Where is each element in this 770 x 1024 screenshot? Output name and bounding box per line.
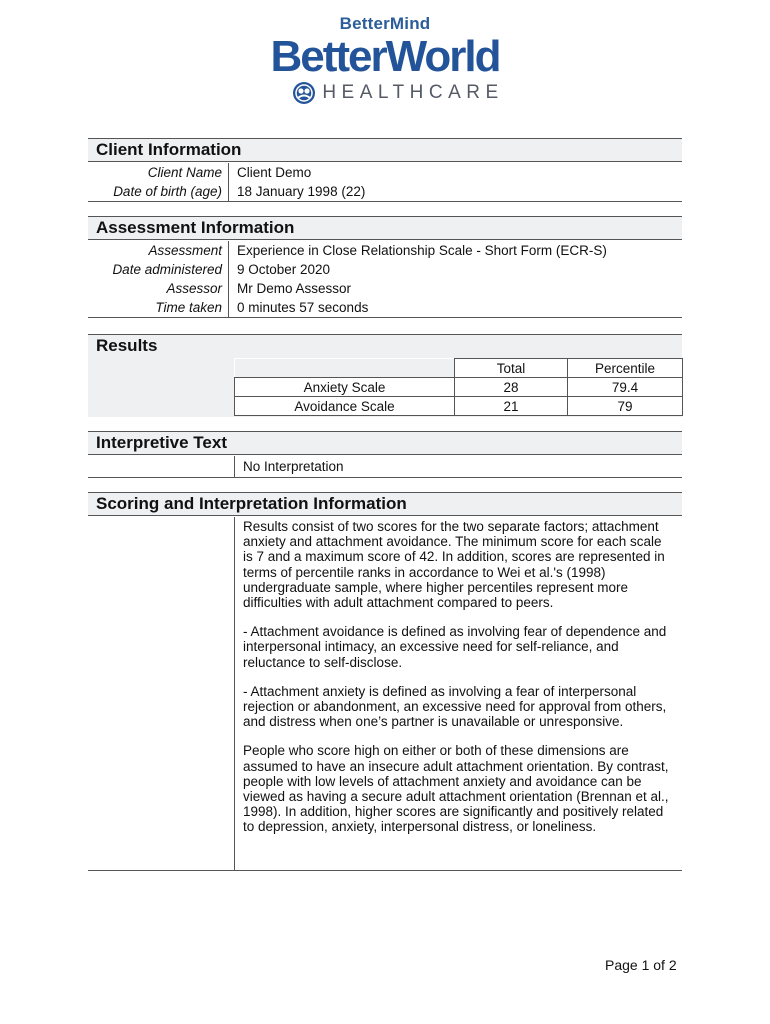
scale-percentile: 79.4 (568, 378, 683, 397)
interpretive-box (88, 456, 682, 478)
divider (88, 201, 682, 202)
assessment-label: Assessment (148, 243, 222, 258)
scale-total: 28 (455, 378, 568, 397)
dob-label: Date of birth (age) (113, 184, 222, 199)
assessment-row (88, 241, 682, 260)
results-header-row (235, 359, 683, 378)
time-taken-label: Time taken (155, 300, 222, 315)
column-header-total: Total (455, 359, 568, 378)
client-info-heading: Client Information (88, 138, 682, 162)
results-corner (235, 359, 455, 378)
interpretive-heading: Interpretive Text (88, 431, 682, 455)
healthcare-emblem-icon (292, 81, 316, 105)
table-row (235, 397, 683, 416)
column-header-percentile: Percentile (568, 359, 683, 378)
scoring-paragraph: - Attachment anxiety is defined as involving a fear of interpersonal rejection or abandonment, an excessive need for approval from others, and distress when one’s partner is unavailable or unresponsive. (243, 683, 667, 730)
date-administered-label: Date administered (112, 262, 222, 277)
client-name-label: Client Name (147, 165, 222, 180)
table-row (235, 378, 683, 397)
client-info-table (88, 163, 682, 201)
logo-tagline: HEALTHCARE (322, 82, 504, 103)
page-number: Page 1 of 2 (605, 957, 677, 973)
scoring-paragraph: People who score high on either or both of these dimensions are assumed to have an insecure adult attachment orientation. By contrast, people with low levels of attachment anxiety and avoidance can be viewed as having a secure adult attachment orientation (Brennan et al., 1998). In addition, higher scores are significantly and positively related to depression, anxiety, interpersonal distress, or loneliness. (243, 743, 669, 835)
logo-main-text: BetterWorld (270, 32, 500, 81)
interpretive-text: No Interpretation (234, 456, 682, 477)
assessor-row (88, 279, 682, 298)
scale-name: Avoidance Scale (235, 397, 455, 416)
scale-total: 21 (455, 397, 568, 416)
time-taken-row (88, 298, 682, 317)
logo-top-text: BetterMind (339, 14, 431, 33)
dob-value: 18 January 1998 (22) (228, 182, 682, 201)
date-administered-value: 9 October 2020 (228, 260, 682, 279)
scoring-heading: Scoring and Interpretation Information (88, 492, 682, 516)
assessment-value: Experience in Close Relationship Scale - Short Form (ECR-S) (228, 241, 682, 260)
results-table (234, 358, 683, 416)
scale-name: Anxiety Scale (235, 378, 455, 397)
divider (88, 317, 682, 318)
time-taken-value: 0 minutes 57 seconds (228, 298, 682, 317)
brand-logo (0, 14, 770, 105)
logo-subline (26, 81, 770, 105)
assessor-value: Mr Demo Assessor (228, 279, 682, 298)
date-administered-row (88, 260, 682, 279)
assessor-label: Assessor (166, 281, 222, 296)
assessment-info-table (88, 241, 682, 317)
results-heading: Results (88, 334, 682, 358)
scoring-text-block (234, 517, 682, 870)
assessment-info-heading: Assessment Information (88, 216, 682, 240)
client-name-value: Client Demo (228, 163, 682, 182)
scoring-paragraph: - Attachment avoidance is defined as involving fear of dependence and interpersonal intimacy, an excessive need for self-reliance, and reluctance to self-disclose. (243, 624, 667, 670)
scoring-paragraph: Results consist of two scores for the two separate factors; attachment anxiety and attachment avoidance. The minimum score for each scale is 7 and a maximum score of 42. In addition, scores are represented in terms of percentile ranks in accordance to Wei et al.'s (1998) undergraduate sample, where higher percentiles represent more difficulties with adult attachment compared to peers. (243, 519, 665, 611)
scoring-box (88, 517, 682, 871)
scale-percentile: 79 (568, 397, 683, 416)
dob-row (88, 182, 682, 201)
client-name-row (88, 163, 682, 182)
